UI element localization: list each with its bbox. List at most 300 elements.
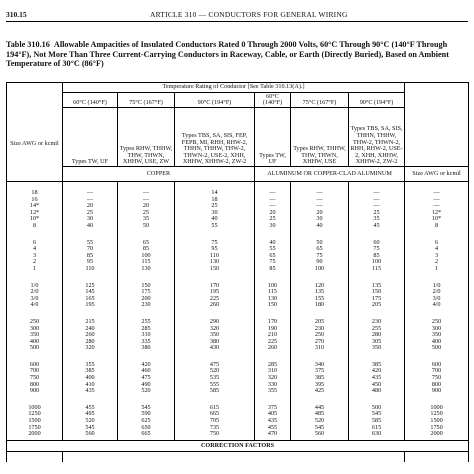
cell-a60 (255, 403, 291, 440)
cell-value: 300 (431, 324, 442, 332)
cell-value: 18 (211, 195, 218, 203)
cell-value: 130 (267, 294, 278, 302)
cell-value: 250 (314, 331, 325, 339)
cell-value: 75 (269, 258, 276, 266)
cell-value: 75 (316, 251, 323, 259)
cell-value: 395 (314, 380, 325, 388)
cell-value: 170 (267, 317, 278, 325)
cell-value: — (269, 202, 276, 210)
cell-a60 (255, 281, 291, 311)
cell-c75 (118, 281, 175, 311)
cell-value: 285 (141, 324, 151, 332)
cell-value: 650 (141, 423, 151, 431)
cell-a75 (291, 317, 349, 354)
cell-value: 400 (431, 337, 442, 345)
cell-c60 (63, 281, 118, 311)
cell-value: 480 (371, 387, 382, 395)
cell-value: 320 (267, 374, 278, 382)
cell-value: 230 (141, 301, 151, 309)
cell-value: — (373, 189, 380, 196)
cell-c75 (118, 238, 175, 275)
cell-value: 25 (269, 215, 276, 223)
cell-value: 520 (85, 417, 95, 425)
cell-value: 130 (141, 264, 151, 272)
cell-value: 290 (209, 317, 220, 325)
cell-value: 50 (142, 221, 150, 229)
cell-value: 25 (373, 208, 380, 216)
cell-value: 14* (29, 202, 40, 210)
cell-value: 100 (267, 281, 278, 289)
cell-size (7, 403, 63, 440)
cell-size (7, 238, 63, 275)
cell-value: 70 (86, 245, 94, 253)
cell-size_r (405, 317, 469, 354)
cell-value: — (433, 195, 440, 203)
table-body (7, 182, 469, 441)
cell-value: 100 (314, 264, 325, 272)
cell-c75 (118, 403, 175, 440)
cell-value: 435 (371, 374, 382, 382)
cell-value: 90 (316, 258, 323, 266)
cell-value: 310 (314, 344, 325, 352)
cell-value: 14 (211, 189, 218, 196)
table-row-group (7, 188, 469, 232)
cell-value: 335 (141, 337, 151, 345)
cell-value: — (142, 195, 150, 203)
page-header (6, 10, 468, 22)
cell-value: 270 (314, 337, 325, 345)
cell-c75 (118, 317, 175, 354)
cell-value: 385 (314, 374, 325, 382)
cell-value: 175 (371, 294, 382, 302)
cell-value: 260 (85, 331, 95, 339)
temp-heading: 60°C (140°F) (255, 93, 291, 108)
cell-value: 145 (85, 288, 95, 296)
cell-value: 735 (209, 423, 220, 431)
cell-value: 230 (314, 324, 325, 332)
cell-value: 455 (85, 403, 95, 411)
table-row-group (7, 238, 469, 275)
cell-value: 240 (85, 324, 95, 332)
cell-value: 750 (29, 374, 40, 382)
cell-value: 200 (141, 294, 151, 302)
cell-value: 20 (269, 208, 276, 216)
cell-value: 430 (209, 344, 220, 352)
cell-value: 250 (431, 317, 442, 325)
cell-value: 75 (373, 245, 380, 253)
cell-value: 25 (142, 208, 150, 216)
cell-size (7, 317, 63, 354)
cell-value: 3/0 (432, 294, 441, 302)
cell-value: 555 (209, 380, 220, 388)
insulation-types: Types RHW, THHW, THW, THWN, XHHW, USE, ZW (118, 108, 175, 167)
cell-value: 30 (86, 215, 94, 223)
cell-value: 25 (86, 208, 94, 216)
cell-c90 (175, 238, 255, 275)
cell-value: 1000 (430, 403, 443, 411)
cell-value: 260 (267, 344, 278, 352)
cell-value: 420 (141, 360, 151, 368)
cell-value: 470 (267, 430, 278, 438)
cell-value: 40 (86, 221, 94, 229)
cell-value: 165 (85, 294, 95, 302)
cell-value: 410 (85, 380, 95, 388)
cell-value: 40 (316, 221, 323, 229)
cell-value: 585 (209, 387, 220, 395)
table-row-group (7, 317, 469, 354)
cell-value: 205 (371, 301, 382, 309)
cell-value: 475 (209, 360, 220, 368)
cell-a60 (255, 317, 291, 354)
cell-value: 85 (142, 245, 150, 253)
cell-value: 195 (85, 301, 95, 309)
cell-value: — (316, 195, 323, 203)
cell-value: 2 (435, 258, 439, 266)
cell-value: 20 (316, 208, 323, 216)
temp-heading: 75°C (167°F) (118, 93, 175, 108)
cell-value: 590 (141, 410, 151, 418)
cell-a60 (255, 188, 291, 232)
cell-value: 700 (29, 367, 40, 375)
cell-value: 615 (209, 403, 220, 411)
cell-value: 400 (29, 337, 40, 345)
cell-value: 330 (267, 380, 278, 388)
cell-value: 485 (314, 410, 325, 418)
insulation-types: Types TBS, SA, SIS, THHN, THHW, THW-2, THWN-2, RHH, RHW-2, USE-2, XHH, XHHW, XHHW-2, ZW-2 (349, 108, 405, 167)
cell-value: 350 (209, 331, 220, 339)
cell-value: 100 (371, 258, 382, 266)
cell-a60 (255, 360, 291, 397)
cell-value: 250 (29, 317, 40, 325)
cell-value: 355 (85, 360, 95, 368)
cell-size (7, 281, 63, 311)
cell-value: 225 (267, 337, 278, 345)
cell-value: 520 (314, 417, 325, 425)
cell-value: 355 (267, 387, 278, 395)
cell-value: 750 (431, 374, 442, 382)
cell-value: 340 (314, 360, 325, 368)
cell-value: 545 (371, 410, 382, 418)
cell-a75 (291, 403, 349, 440)
cell-value: 35 (373, 215, 380, 223)
cell-value: 705 (209, 417, 220, 425)
cell-value: 35 (142, 215, 150, 223)
cell-value: 4 (32, 245, 37, 253)
cell-value: 195 (209, 288, 220, 296)
cell-value: 625 (141, 417, 151, 425)
temperature-rating-header: Temperature Rating of Conductor [See Table 310.13(A).] (63, 83, 405, 93)
cell-a90 (349, 238, 405, 275)
cell-value: 495 (85, 410, 95, 418)
cell-c90 (175, 281, 255, 311)
cell-value: — (316, 202, 323, 210)
cell-value: 280 (85, 337, 95, 345)
cell-value: 750 (209, 430, 220, 438)
cell-value: 1 (435, 264, 439, 272)
cell-value: 2000 (430, 430, 443, 438)
cell-value: 560 (314, 430, 325, 438)
cell-value: — (433, 202, 440, 210)
ampacity-table (6, 82, 469, 462)
temp-heading: 90°C (194°F) (175, 93, 255, 108)
cell-value: 600 (431, 360, 442, 368)
cell-size_r (405, 281, 469, 311)
cell-value: 60 (373, 238, 380, 246)
cell-value: 45 (373, 221, 380, 229)
cell-value: 900 (431, 387, 442, 395)
cell-value: 800 (431, 380, 442, 388)
cell-size_r (405, 403, 469, 440)
cell-value: 420 (371, 367, 382, 375)
cell-value: 6 (32, 238, 37, 246)
cell-c75 (118, 360, 175, 397)
temp-heading: 60°C (140°F) (63, 93, 118, 108)
cell-value: 3 (32, 251, 37, 259)
cell-value: 1/0 (432, 281, 441, 289)
table-row-group (7, 360, 469, 397)
cell-value: 500 (29, 344, 40, 352)
cell-value: 190 (267, 324, 278, 332)
cell-a75 (291, 188, 349, 232)
cell-value: 350 (431, 331, 442, 339)
cell-a75 (291, 238, 349, 275)
cell-value: 18 (31, 189, 38, 196)
cell-c60 (63, 188, 118, 232)
cell-value: 380 (209, 337, 220, 345)
cell-value: 280 (371, 331, 382, 339)
cell-c90 (175, 403, 255, 440)
cell-value: 130 (209, 258, 220, 266)
article-title: ARTICLE 310 — CONDUCTORS FOR GENERAL WIRING (150, 10, 348, 19)
cell-c60 (63, 317, 118, 354)
copper-heading: COPPER (63, 167, 255, 182)
cell-value: 85 (269, 264, 276, 272)
cell-value: — (86, 195, 94, 203)
cell-value: 10* (431, 215, 442, 223)
cell-size_r (405, 188, 469, 232)
cell-a90 (349, 188, 405, 232)
section-number: 310.15 (6, 10, 27, 19)
cell-value: 520 (141, 387, 151, 395)
cell-value: 260 (209, 301, 220, 309)
cell-value: 255 (371, 324, 382, 332)
correction-factors-heading: CORRECTION FACTORS (7, 440, 469, 451)
cell-value: 380 (141, 344, 151, 352)
cell-value: 385 (85, 367, 95, 375)
cell-value: 2/0 (30, 288, 39, 296)
cell-value: 170 (209, 281, 220, 289)
cell-value: 800 (29, 380, 40, 388)
insulation-types: Types TW, UF (255, 108, 291, 167)
cell-value: 150 (267, 301, 278, 309)
cell-value: 55 (211, 221, 218, 229)
cell-value: 1 (32, 264, 37, 272)
cell-value: 55 (269, 245, 276, 253)
cell-value: 85 (373, 251, 380, 259)
cell-value: 20 (142, 202, 150, 210)
cell-value: 1000 (28, 403, 41, 411)
cell-c60 (63, 360, 118, 397)
cell-value: — (433, 189, 440, 196)
cell-value: — (86, 189, 94, 196)
cell-value: 75 (211, 238, 218, 246)
cell-value: 305 (371, 337, 382, 345)
cell-value: 115 (267, 288, 278, 296)
cell-c90 (175, 317, 255, 354)
cell-value: 320 (209, 324, 220, 332)
cell-value: 110 (85, 264, 95, 272)
cell-size_r (405, 360, 469, 397)
cell-value: 85 (86, 251, 94, 259)
cell-value: — (269, 189, 276, 196)
cell-value: 4/0 (432, 301, 441, 309)
table-row-group (7, 281, 469, 311)
cell-value: 205 (314, 317, 325, 325)
table-title: Allowable Ampacities of Insulated Conductors Rated 0 Through 2000 Volts, 60°C Through 90°C (140°F Through 194°F), Not More Than Three Current-Carrying Conductors in Raceway, Cable, or Earth (Directly Buried), Based on Ambient Temperature of 30°C (86°F) (6, 40, 449, 69)
cell-value: 475 (141, 374, 151, 382)
cell-value: 215 (85, 317, 95, 325)
cell-value: 445 (314, 403, 325, 411)
cell-a90 (349, 360, 405, 397)
cell-c90 (175, 360, 255, 397)
cell-value: 8 (32, 221, 37, 229)
table-number: Table 310.16 (6, 40, 50, 49)
cell-value: 1/0 (30, 281, 39, 289)
cell-value: 405 (267, 410, 278, 418)
cell-value: 10* (29, 215, 40, 223)
cell-value: 1750 (430, 423, 443, 431)
cell-value: 95 (86, 258, 94, 266)
temp-heading: 75°C (167°F) (291, 93, 349, 108)
cell-value: 490 (141, 380, 151, 388)
cell-value: 2 (32, 258, 37, 266)
cell-value: 500 (371, 403, 382, 411)
cell-value: 65 (269, 251, 276, 259)
insulation-types: Types TBS, SA, SIS, FEP, FEPB, MI, RHH, RHW-2, THHN, THHW, THW-2, THWN-2, USE-2, XHH, XHHW, XHHW-2, ZW-2 (175, 108, 255, 167)
cell-size_r (405, 238, 469, 275)
cell-value: 900 (29, 387, 40, 395)
cell-value: 30 (316, 215, 323, 223)
cell-value: 150 (209, 264, 220, 272)
cell-value: 3 (435, 251, 439, 259)
cell-value: 175 (141, 288, 151, 296)
insulation-types: Types RHW, THHW, THW, THWN, XHHW, USE (291, 108, 349, 167)
cell-value: 425 (314, 387, 325, 395)
cell-value: 155 (314, 294, 325, 302)
cell-value: 225 (209, 294, 220, 302)
cell-value: 520 (209, 367, 220, 375)
cell-value: 1500 (28, 417, 41, 425)
cell-value: 450 (371, 380, 382, 388)
cell-value: 435 (267, 417, 278, 425)
cell-value: 545 (141, 403, 151, 411)
cell-value: 320 (85, 344, 95, 352)
cell-value: 16 (31, 195, 38, 203)
cell-c60 (63, 238, 118, 275)
cell-value: 135 (314, 288, 325, 296)
insulation-types: Types TW, UF (63, 108, 118, 167)
cell-value: 285 (267, 360, 278, 368)
cell-value: 545 (85, 423, 95, 431)
cell-value: 210 (267, 331, 278, 339)
cell-value: 6 (435, 238, 439, 246)
cell-c60 (63, 403, 118, 440)
cell-value: 12* (431, 208, 442, 216)
size-column-header: Size AWG or kcmil (7, 108, 63, 182)
cell-value: 40 (269, 238, 276, 246)
cell-value: 125 (85, 281, 95, 289)
cell-value: 115 (141, 258, 151, 266)
cell-value: 255 (141, 317, 151, 325)
cell-a90 (349, 317, 405, 354)
cell-a75 (291, 360, 349, 397)
cell-value: 310 (267, 367, 278, 375)
cell-value: 665 (141, 430, 151, 438)
cell-c75 (118, 188, 175, 232)
cell-value: 1500 (430, 417, 443, 425)
cell-value: 2000 (28, 430, 41, 438)
cell-a60 (255, 238, 291, 275)
cell-value: 350 (371, 344, 382, 352)
cell-value: 600 (29, 360, 40, 368)
cell-value: 30 (269, 221, 276, 229)
cell-value: 435 (85, 387, 95, 395)
cell-value: 535 (209, 374, 220, 382)
cell-value: 585 (371, 417, 382, 425)
table-row-group (7, 403, 469, 440)
cell-value: 30 (211, 208, 218, 216)
cell-value: 12* (29, 208, 40, 216)
cell-value: — (316, 189, 323, 196)
cell-value: 180 (314, 301, 325, 309)
cell-value: 4/0 (30, 301, 39, 309)
cell-value: — (373, 202, 380, 210)
cell-a90 (349, 281, 405, 311)
cell-size (7, 360, 63, 397)
cell-value: 665 (209, 410, 220, 418)
cell-value: 100 (141, 251, 151, 259)
cell-value: 560 (85, 430, 95, 438)
aluminum-heading: ALUMINUM OR COPPER-CLAD ALUMINUM (255, 167, 405, 182)
cell-value: — (373, 195, 380, 203)
cell-value: 630 (371, 430, 382, 438)
cell-value: 8 (435, 221, 439, 229)
cell-value: 615 (371, 423, 382, 431)
cell-value: 350 (29, 331, 40, 339)
cell-value: 455 (267, 423, 278, 431)
cell-value: 115 (371, 264, 382, 272)
cell-value: 1750 (28, 423, 41, 431)
cell-value: 65 (142, 238, 150, 246)
cell-value: 375 (267, 403, 278, 411)
cell-value: 2/0 (432, 288, 441, 296)
cell-value: 50 (316, 238, 323, 246)
cell-value: 460 (141, 367, 151, 375)
cell-value: 700 (431, 367, 442, 375)
cell-value: 65 (316, 245, 323, 253)
cell-a75 (291, 281, 349, 311)
cell-value: 385 (371, 360, 382, 368)
cell-value: 545 (314, 423, 325, 431)
cell-value: 500 (431, 344, 442, 352)
cell-value: 110 (209, 251, 220, 259)
cell-a90 (349, 403, 405, 440)
cell-value: 3/0 (30, 294, 39, 302)
cell-value: 95 (211, 245, 218, 253)
cell-value: 230 (371, 317, 382, 325)
cell-value: — (269, 195, 276, 203)
cell-value: 135 (371, 281, 382, 289)
